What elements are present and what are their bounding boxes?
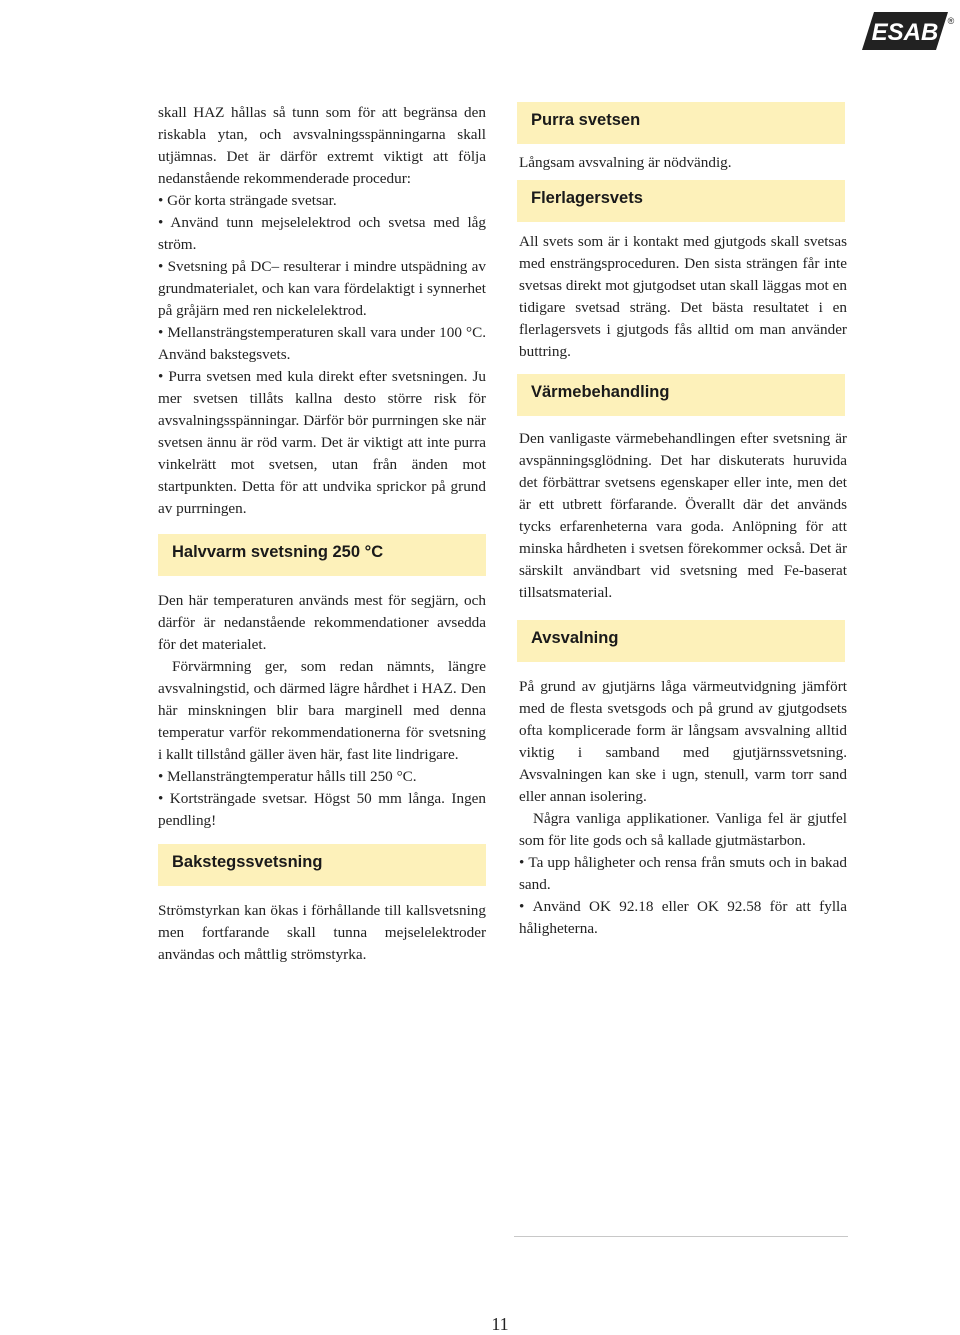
logo-text: ESAB: [871, 19, 939, 46]
avsvalning-bullet-2: • Använd OK 92.18 eller OK 92.58 för att fylla håligheterna.: [519, 896, 847, 940]
halvvarm-paragraph-2: Förvärmning ger, som redan nämnts, längre avsvalningstid, och därmed lägre hårdhet i HAZ. Den här minskningen blir bara marginell med denna temperatur varför rekommendationerna för svetsning i kallt tillstånd gäller även här, fast lite lindrigare.: [158, 658, 486, 763]
purra-paragraph: Långsam avsvalning är nödvändig.: [519, 154, 732, 171]
halvvarm-bullet-2: • Kortsträngade svetsar. Högst 50 mm långa. Ingen pendling!: [158, 788, 486, 832]
bullet-dc: • Svetsning på DC– resulterar i mindre utspädning av grundmaterialet, och kan vara fördelaktigt i synnerhet på gråjärn med ren nickelelektrod.: [158, 258, 486, 319]
page-number: 11: [491, 1314, 509, 1334]
right-column: [519, 102, 847, 940]
esab-logo: [860, 6, 956, 54]
baksteg-paragraph: Strömstyrkan kan ökas i förhållande till kallsvetsning men fortfarande skall tunna mejselelektroder användas och måttlig strömstyrka.: [158, 902, 486, 963]
varmebehandling-paragraph: Den vanligaste värmebehandlingen efter svetsning är avspänningsglödning. Det har diskuterats huruvida det förbättrar svetsens egenskaper eller inte, men det är ett utbrett förfarande. Överallt där det används tycks erfarenheterna vara goda. Anlöpning för att minska hårdheten i svetsen förekommer också. Det är särskilt användbart vid svetsning med Fe-baserat tillsatsmaterial.: [519, 430, 847, 601]
halvvarm-bullet-1: • Mellansträngtemperatur hålls till 250 °C.: [158, 766, 486, 788]
heading-avsvalning: Avsvalning: [517, 620, 845, 662]
halvvarm-paragraph-1: Den här temperaturen används mest för segjärn, och därför är nedanstående rekommendationer avsedda för det materialet.: [158, 592, 486, 653]
bullet-purra: • Purra svetsen med kula direkt efter svetsningen. Ju mer svetsen tillåts kallna desto större risk för avsvalningsspänningar. Därför bör purrningen ske när svetsen ännu är röd varm. Det är viktigt att inte purra vinkelrätt mot svetsen, utan från änden mot startpunkten. Detta för att undvika sprickor på grund av purrningen.: [158, 368, 486, 517]
bullet-tunn: • Använd tunn mejselelektrod och svetsa med låg ström.: [158, 214, 486, 253]
heading-halvvarm: Halvvarm svetsning 250 °C: [158, 534, 486, 576]
left-column: [158, 102, 486, 966]
footer-divider: [514, 1236, 848, 1237]
bullet-mellanstrang: • Mellansträngstemperaturen skall vara under 100 °C. Använd bakstegsvets.: [158, 324, 486, 363]
heading-baksteg: Bakstegssvetsning: [158, 844, 486, 886]
heading-purra: Purra svetsen: [517, 102, 845, 144]
registered-mark: ®: [947, 16, 955, 26]
heading-varmebehandling: Värmebehandling: [517, 374, 845, 416]
flerlager-paragraph: All svets som är i kontakt med gjutgods skall svetsas med ensträngsproceduren. Den sista strängen får inte svetsas direkt mot gjutgodset utan skall läggas mot en tidigare svetsad sträng. Det bästa resultatet i en flerlagersvets i gjutgods fås alltid om man använder buttring.: [519, 233, 847, 360]
avsvalning-bullet-1: • Ta upp håligheter och rensa från smuts och in bakad sand.: [519, 852, 847, 896]
intro-paragraph: skall HAZ hållas så tunn som för att begränsa den riskabla ytan, och avsvalningsspänningarna skall utjämnas. Det är därför extremt viktigt att följa nedanstående rekommenderade procedur:: [158, 104, 486, 187]
bullet-korta: • Gör korta strängade svetsar.: [158, 192, 337, 209]
heading-flerlager: Flerlagersvets: [517, 180, 845, 222]
avsvalning-paragraph-2: Några vanliga applikationer. Vanliga fel är gjutfel som för lite gods och så kallade gjutmästarbon.: [519, 810, 847, 849]
avsvalning-paragraph-1: På grund av gjutjärns låga värmeutvidgning jämfört med de flesta svetsgods och på grund av gjutgodsets ofta komplicerade form är långsam avsvalning alltid viktig i samband med gjutjärnssvetsning. Avsvalningen kan ske i ugn, stenull, varm torr sand eller annan isolering.: [519, 678, 847, 805]
